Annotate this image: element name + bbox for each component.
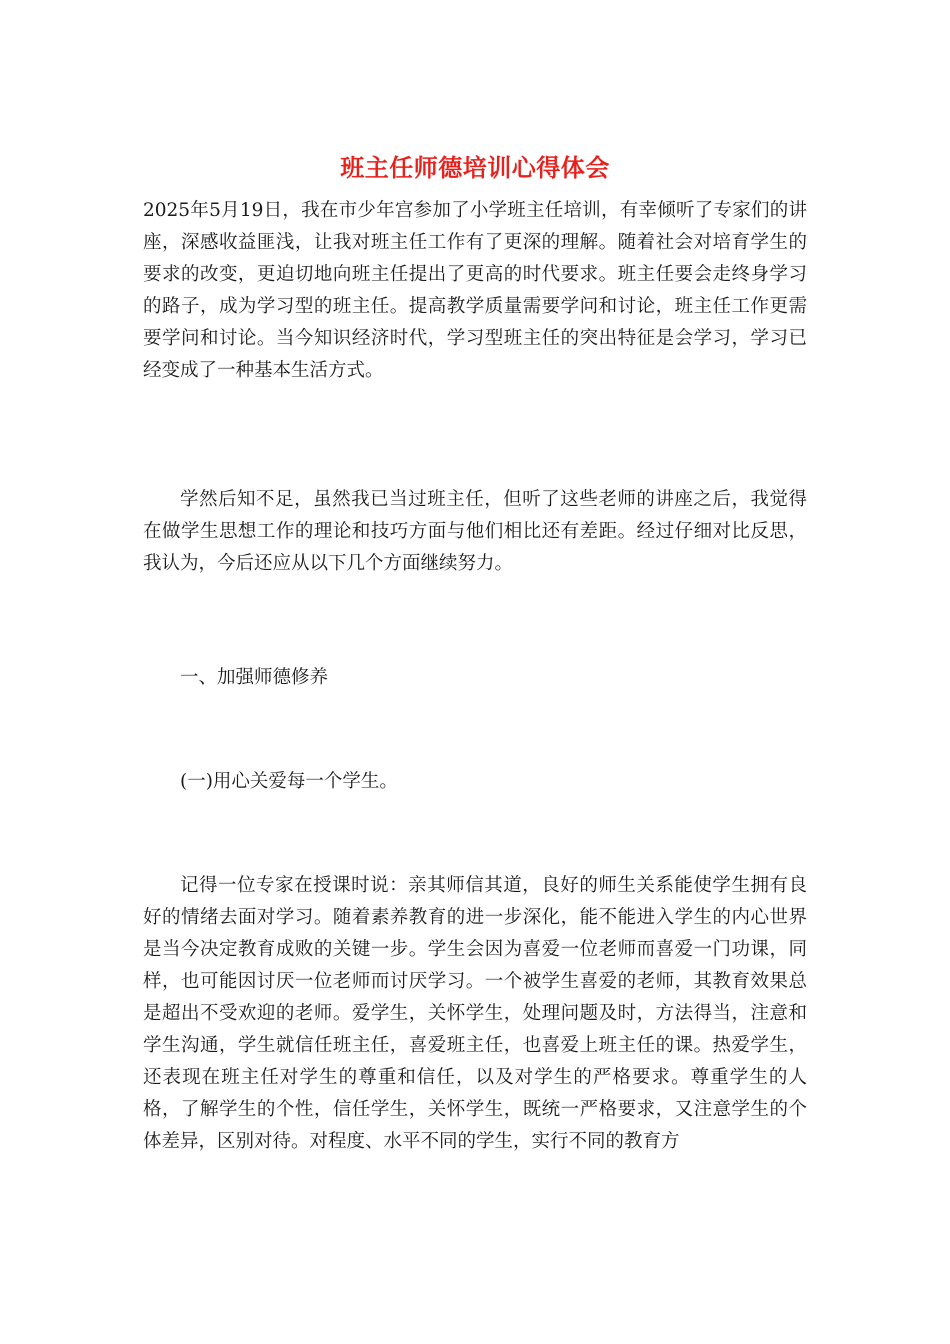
document-title: 班主任师德培训心得体会 bbox=[340, 153, 610, 182]
section-heading: 一、加强师德修养 bbox=[180, 667, 329, 688]
subsection-heading: (一)用心关爱每一个学生。 bbox=[180, 771, 398, 792]
paragraph-second: 学然后知不足，虽然我已当过班主任，但听了这些老师的讲座之后，我觉得在做学生思想工作的理论和技巧方面与他们相比还有差距。经过仔细对比反思，我认为，今后还应从以下几个方面继续努力。 bbox=[143, 489, 807, 574]
paragraph-third: 记得一位专家在授课时说：亲其师信其道，良好的师生关系能使学生拥有良好的情绪去面对学习。随着素养教育的进一步深化，能不能进入学生的内心世界是当今决定教育成败的关键一步。学生会因为喜爱一位老师而喜爱一门功课，同样，也可能因讨厌一位老师而讨厌学习。一个被学生喜爱的老师，其教育效果总是超出不受欢迎的老师。爱学生，关怀学生，处理问题及时，方法得当，注意和学生沟通，学生就信任班主任，喜爱班主任，也喜爱上班主任的课。热爱学生，还表现在班主任对学生的尊重和信任，以及对学生的严格要求。尊重学生的人格，了解学生的个性，信任学生，关怀学生，既统一严格要求，又注意学生的个体差异，区别对待。对程度、水平不同的学生，实行不同的教育方 bbox=[143, 875, 807, 1152]
paragraph-intro: 2025年5月19日，我在市少年宫参加了小学班主任培训，有幸倾听了专家们的讲座，深感收益匪浅，让我对班主任工作有了更深的理解。随着社会对培育学生的要求的改变，更迫切地向班主任提出了更高的时代要求。班主任要会走终身学习的路子，成为学习型的班主任。提高教学质量需要学问和讨论，班主任工作更需要学问和讨论。当今知识经济时代，学习型班主任的突出特征是会学习，学习已经变成了一种基本生活方式。 bbox=[143, 200, 807, 381]
